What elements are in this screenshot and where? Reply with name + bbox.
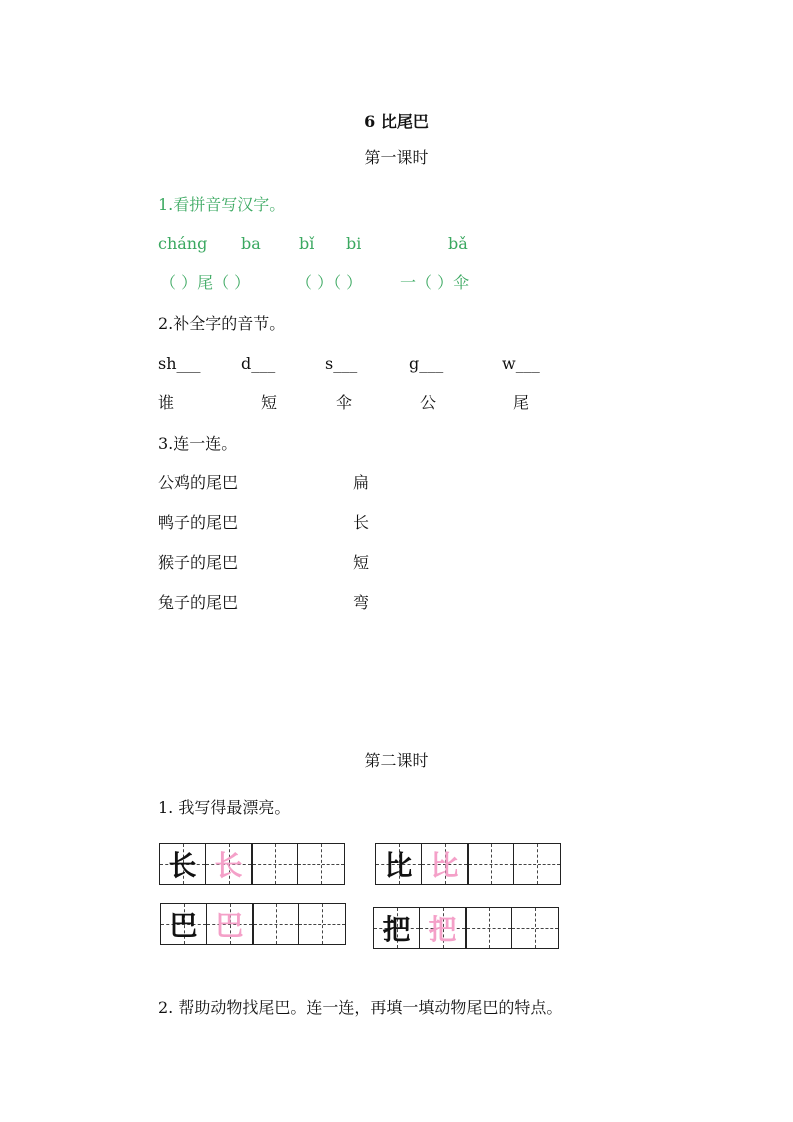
p1-heading: 1. 我写得最漂亮。: [158, 798, 291, 817]
match-right[interactable]: 弯: [353, 593, 370, 612]
syllable-blank[interactable]: d___: [241, 354, 276, 373]
char: 尾: [513, 393, 530, 412]
pinyin: ba: [241, 234, 261, 253]
writing-grid[interactable]: [159, 843, 345, 885]
trace-char: 长: [214, 849, 243, 882]
char: 短: [261, 393, 278, 412]
model-char: 比: [384, 849, 413, 882]
match-left[interactable]: 鸭子的尾巴: [158, 513, 239, 532]
match-left[interactable]: 兔子的尾巴: [158, 593, 239, 612]
char: 伞: [336, 393, 353, 412]
answer-blank[interactable]: 一（ ）伞: [400, 273, 470, 292]
answer-blank[interactable]: （ ）尾（ ）: [160, 273, 251, 292]
q1-heading: 1.看拼音写汉字。: [158, 195, 286, 214]
page-title: 6 比尾巴: [364, 112, 429, 131]
trace-char: 比: [430, 849, 459, 882]
writing-grid[interactable]: [160, 903, 346, 945]
q3-heading: 3.连一连。: [158, 434, 238, 453]
match-right[interactable]: 扁: [353, 473, 370, 492]
match-left[interactable]: 公鸡的尾巴: [158, 473, 239, 492]
match-right[interactable]: 短: [353, 553, 370, 572]
pinyin: bi: [346, 234, 362, 253]
answer-blank[interactable]: （ ）（ ）: [296, 273, 363, 292]
pinyin: bǐ: [299, 234, 315, 253]
trace-char: 把: [428, 913, 457, 946]
writing-grid[interactable]: [375, 843, 561, 885]
match-left[interactable]: 猴子的尾巴: [158, 553, 239, 572]
pinyin: bǎ: [448, 234, 468, 253]
match-right[interactable]: 长: [353, 513, 370, 532]
lesson-two-heading: 第二课时: [364, 751, 429, 770]
syllable-blank[interactable]: g___: [409, 354, 444, 373]
model-char: 把: [382, 913, 411, 946]
model-char: 长: [168, 849, 197, 882]
syllable-blank[interactable]: sh___: [158, 354, 201, 373]
q2-heading: 2.补全字的音节。: [158, 314, 286, 333]
char: 公: [420, 393, 437, 412]
model-char: 巴: [169, 909, 198, 942]
pinyin: cháng: [158, 234, 208, 253]
syllable-blank[interactable]: w___: [502, 354, 540, 373]
lesson-one-heading: 第一课时: [364, 148, 429, 167]
trace-char: 巴: [215, 909, 244, 942]
syllable-blank[interactable]: s___: [325, 354, 358, 373]
p2-heading: 2. 帮助动物找尾巴。连一连，再填一填动物尾巴的特点。: [158, 998, 563, 1017]
char: 谁: [158, 393, 175, 412]
writing-grid[interactable]: [373, 907, 559, 949]
